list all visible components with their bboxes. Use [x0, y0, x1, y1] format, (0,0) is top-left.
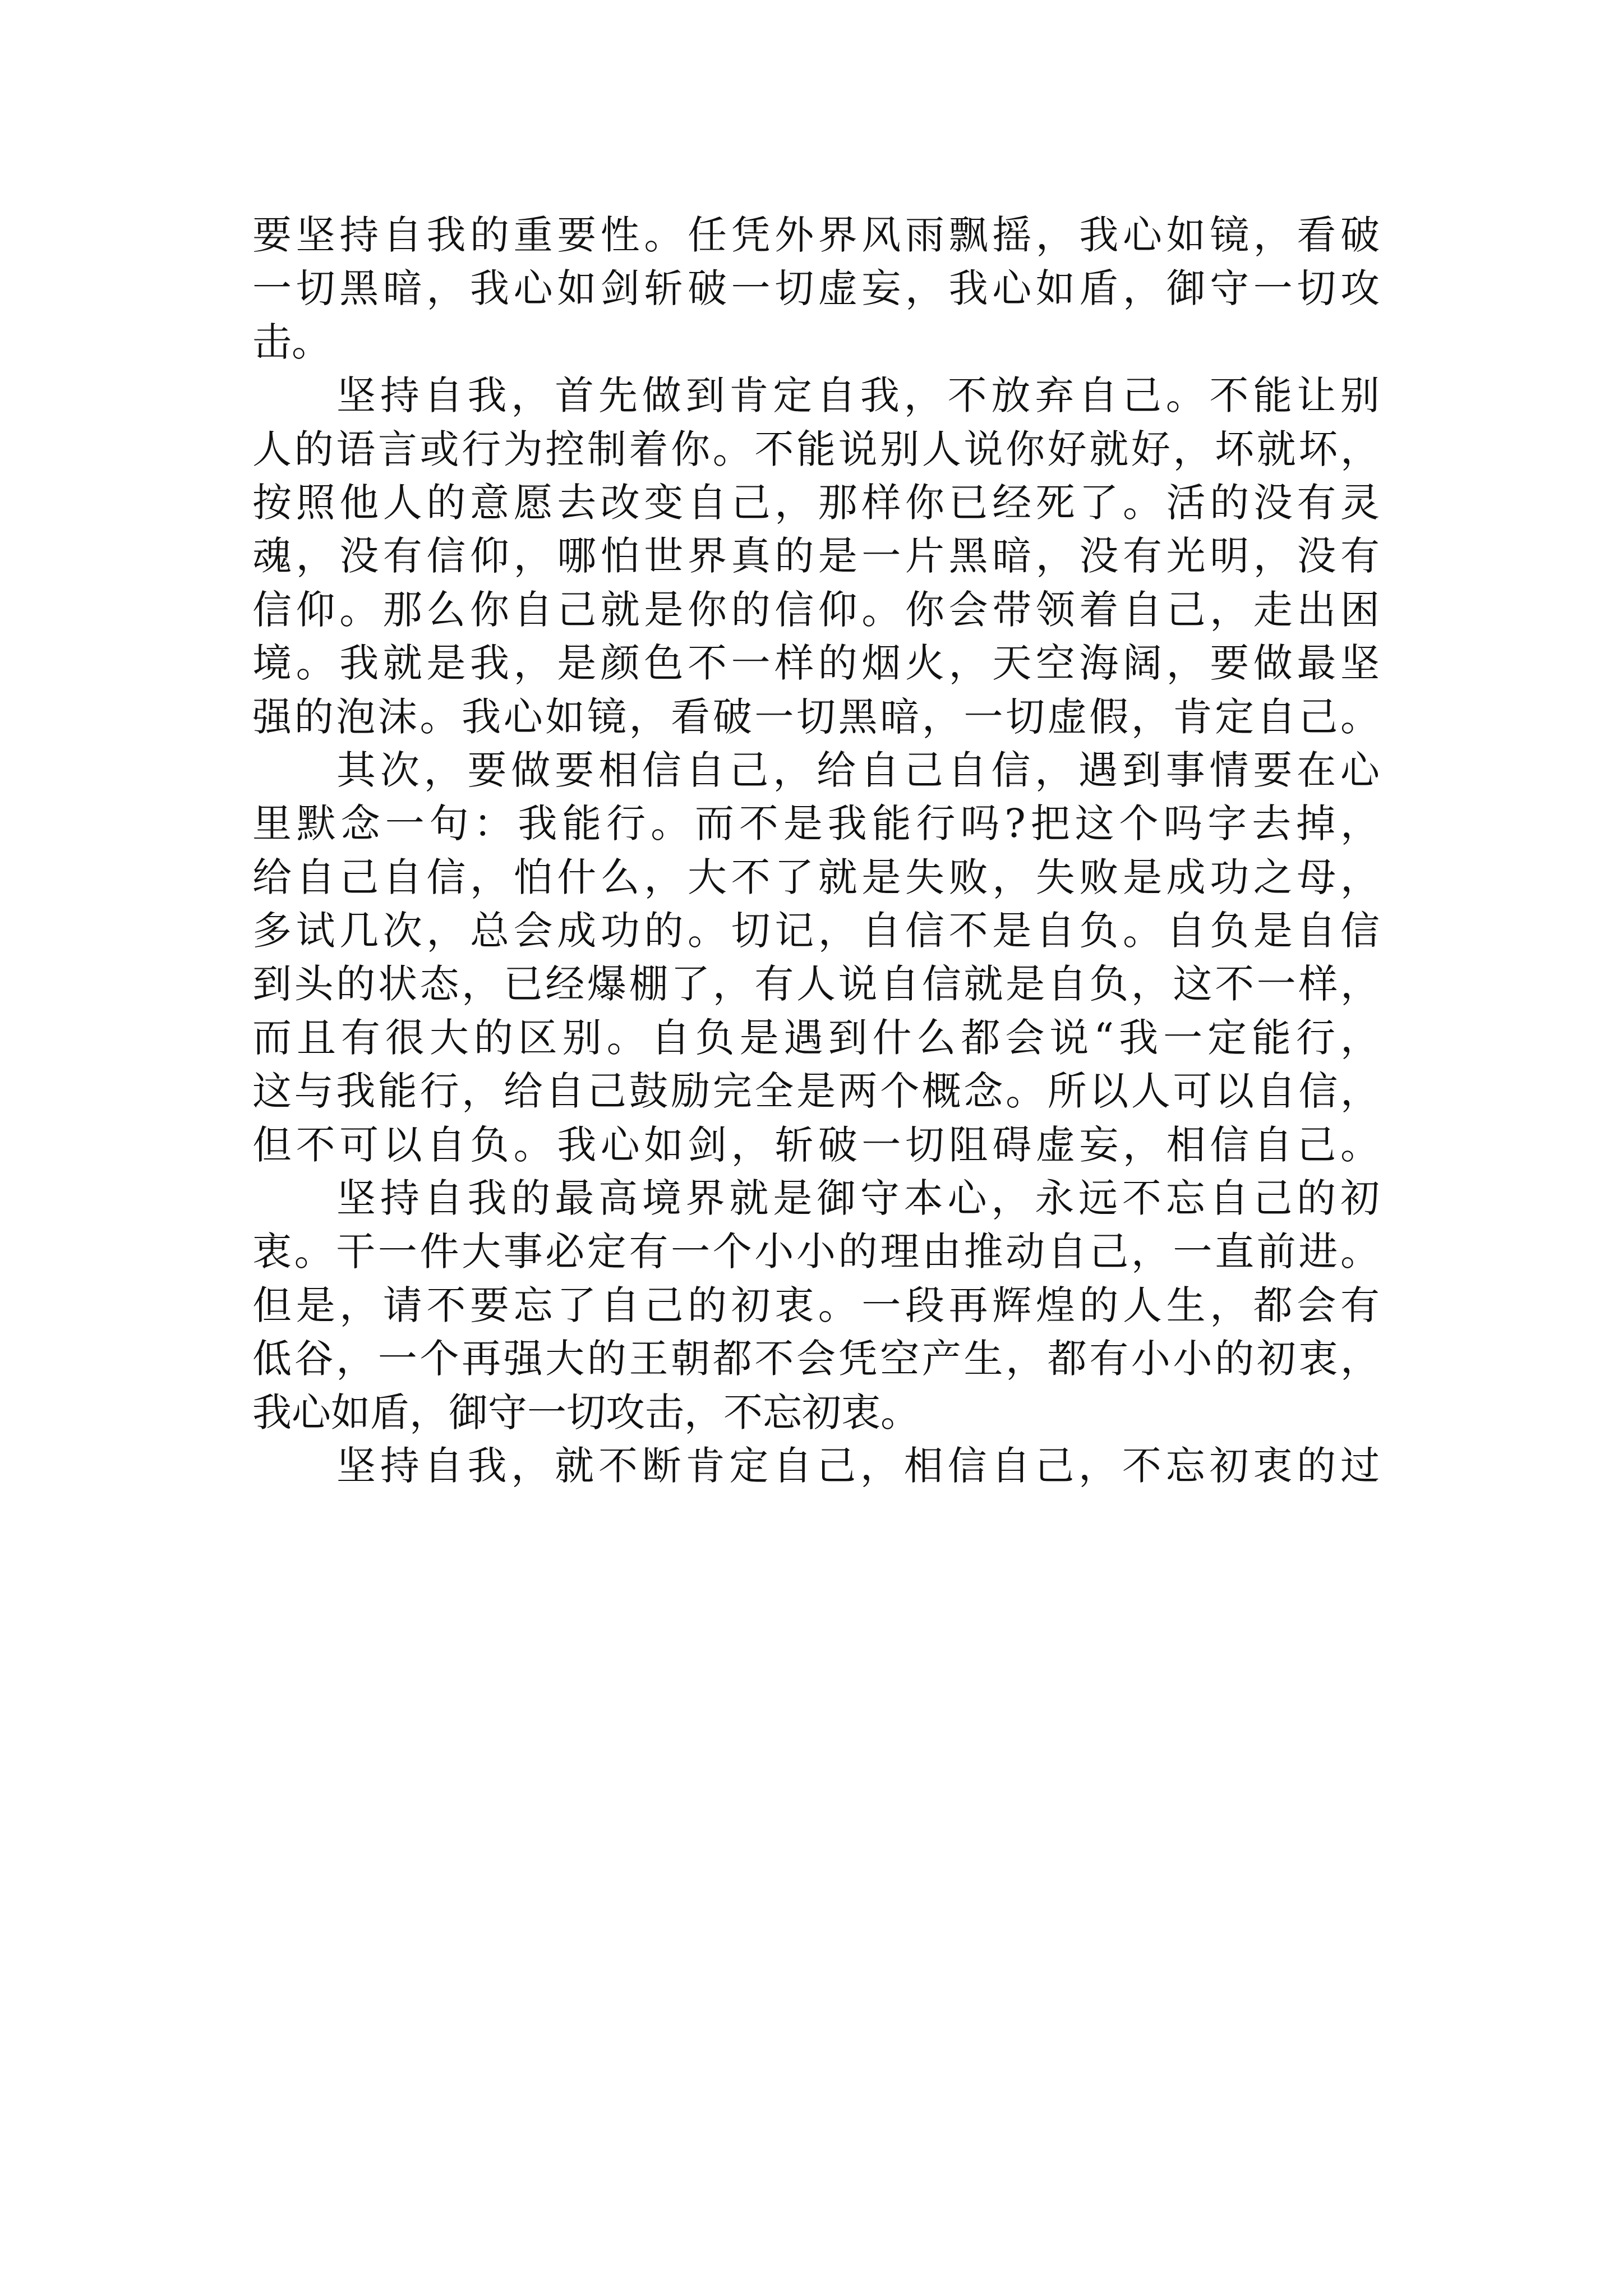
document-body — [252, 209, 1380, 1493]
text-line: 按照他人的意愿去改变自己，那样你已经死了。活的没有灵 — [252, 479, 1380, 526]
text-line: 这与我能行，给自己鼓励完全是两个概念。所以人可以自信， — [252, 1068, 1380, 1115]
text-line: 但不可以自负。我心如剑，斩破一切阻碍虚妄，相信自己。 — [252, 1121, 1380, 1168]
text-line: 要坚持自我的重要性。任凭外界风雨飘摇，我心如镜，看破 — [252, 212, 1380, 258]
text-line: 低谷，一个再强大的王朝都不会凭空产生，都有小小的初衷， — [252, 1336, 1380, 1382]
text-line: 多试几次，总会成功的。切记，自信不是自负。自负是自信 — [252, 908, 1380, 954]
text-line: 魂，没有信仰，哪怕世界真的是一片黑暗，没有光明，没有 — [252, 533, 1380, 579]
paragraph-first-line: 其次，要做要相信自己，给自己自信，遇到事情要在心 — [336, 747, 1380, 793]
text-line: 强的泡沫。我心如镜，看破一切黑暗，一切虚假，肯定自己。 — [252, 693, 1380, 740]
paragraph-first-line: 坚持自我，就不断肯定自己，相信自己，不忘初衷的过 — [336, 1442, 1380, 1489]
text-line: 信仰。那么你自己就是你的信仰。你会带领着自己，走出困 — [252, 586, 1380, 633]
text-line: 里默念一句：我能行。而不是我能行吗?把这个吗字去掉， — [252, 800, 1380, 847]
text-line: 衷。干一件大事必定有一个小小的理由推动自己，一直前进。 — [252, 1228, 1380, 1275]
text-line: 人的语言或行为控制着你。不能说别人说你好就好，坏就坏， — [252, 426, 1380, 472]
text-line: 击。 — [252, 319, 331, 365]
paragraph-first-line: 坚持自我，首先做到肯定自我，不放弃自己。不能让别 — [336, 372, 1380, 419]
text-line: 而且有很大的区别。自负是遇到什么都会说“我一定能行， — [252, 1014, 1380, 1061]
text-line: 到头的状态，已经爆棚了，有人说自信就是自负，这不一样， — [252, 961, 1380, 1007]
paragraph-first-line: 坚持自我的最高境界就是御守本心，永远不忘自己的初 — [336, 1175, 1380, 1222]
text-line: 但是，请不要忘了自己的初衷。一段再辉煌的人生，都会有 — [252, 1282, 1380, 1328]
text-line: 一切黑暗，我心如剑斩破一切虚妄，我心如盾，御守一切攻 — [252, 265, 1380, 312]
text-line: 给自己自信，怕什么，大不了就是失败，失败是成功之母， — [252, 854, 1380, 900]
text-line: 境。我就是我，是颜色不一样的烟火，天空海阔，要做最坚 — [252, 640, 1380, 687]
text-line: 我心如盾，御守一切攻击，不忘初衷。 — [252, 1389, 920, 1435]
